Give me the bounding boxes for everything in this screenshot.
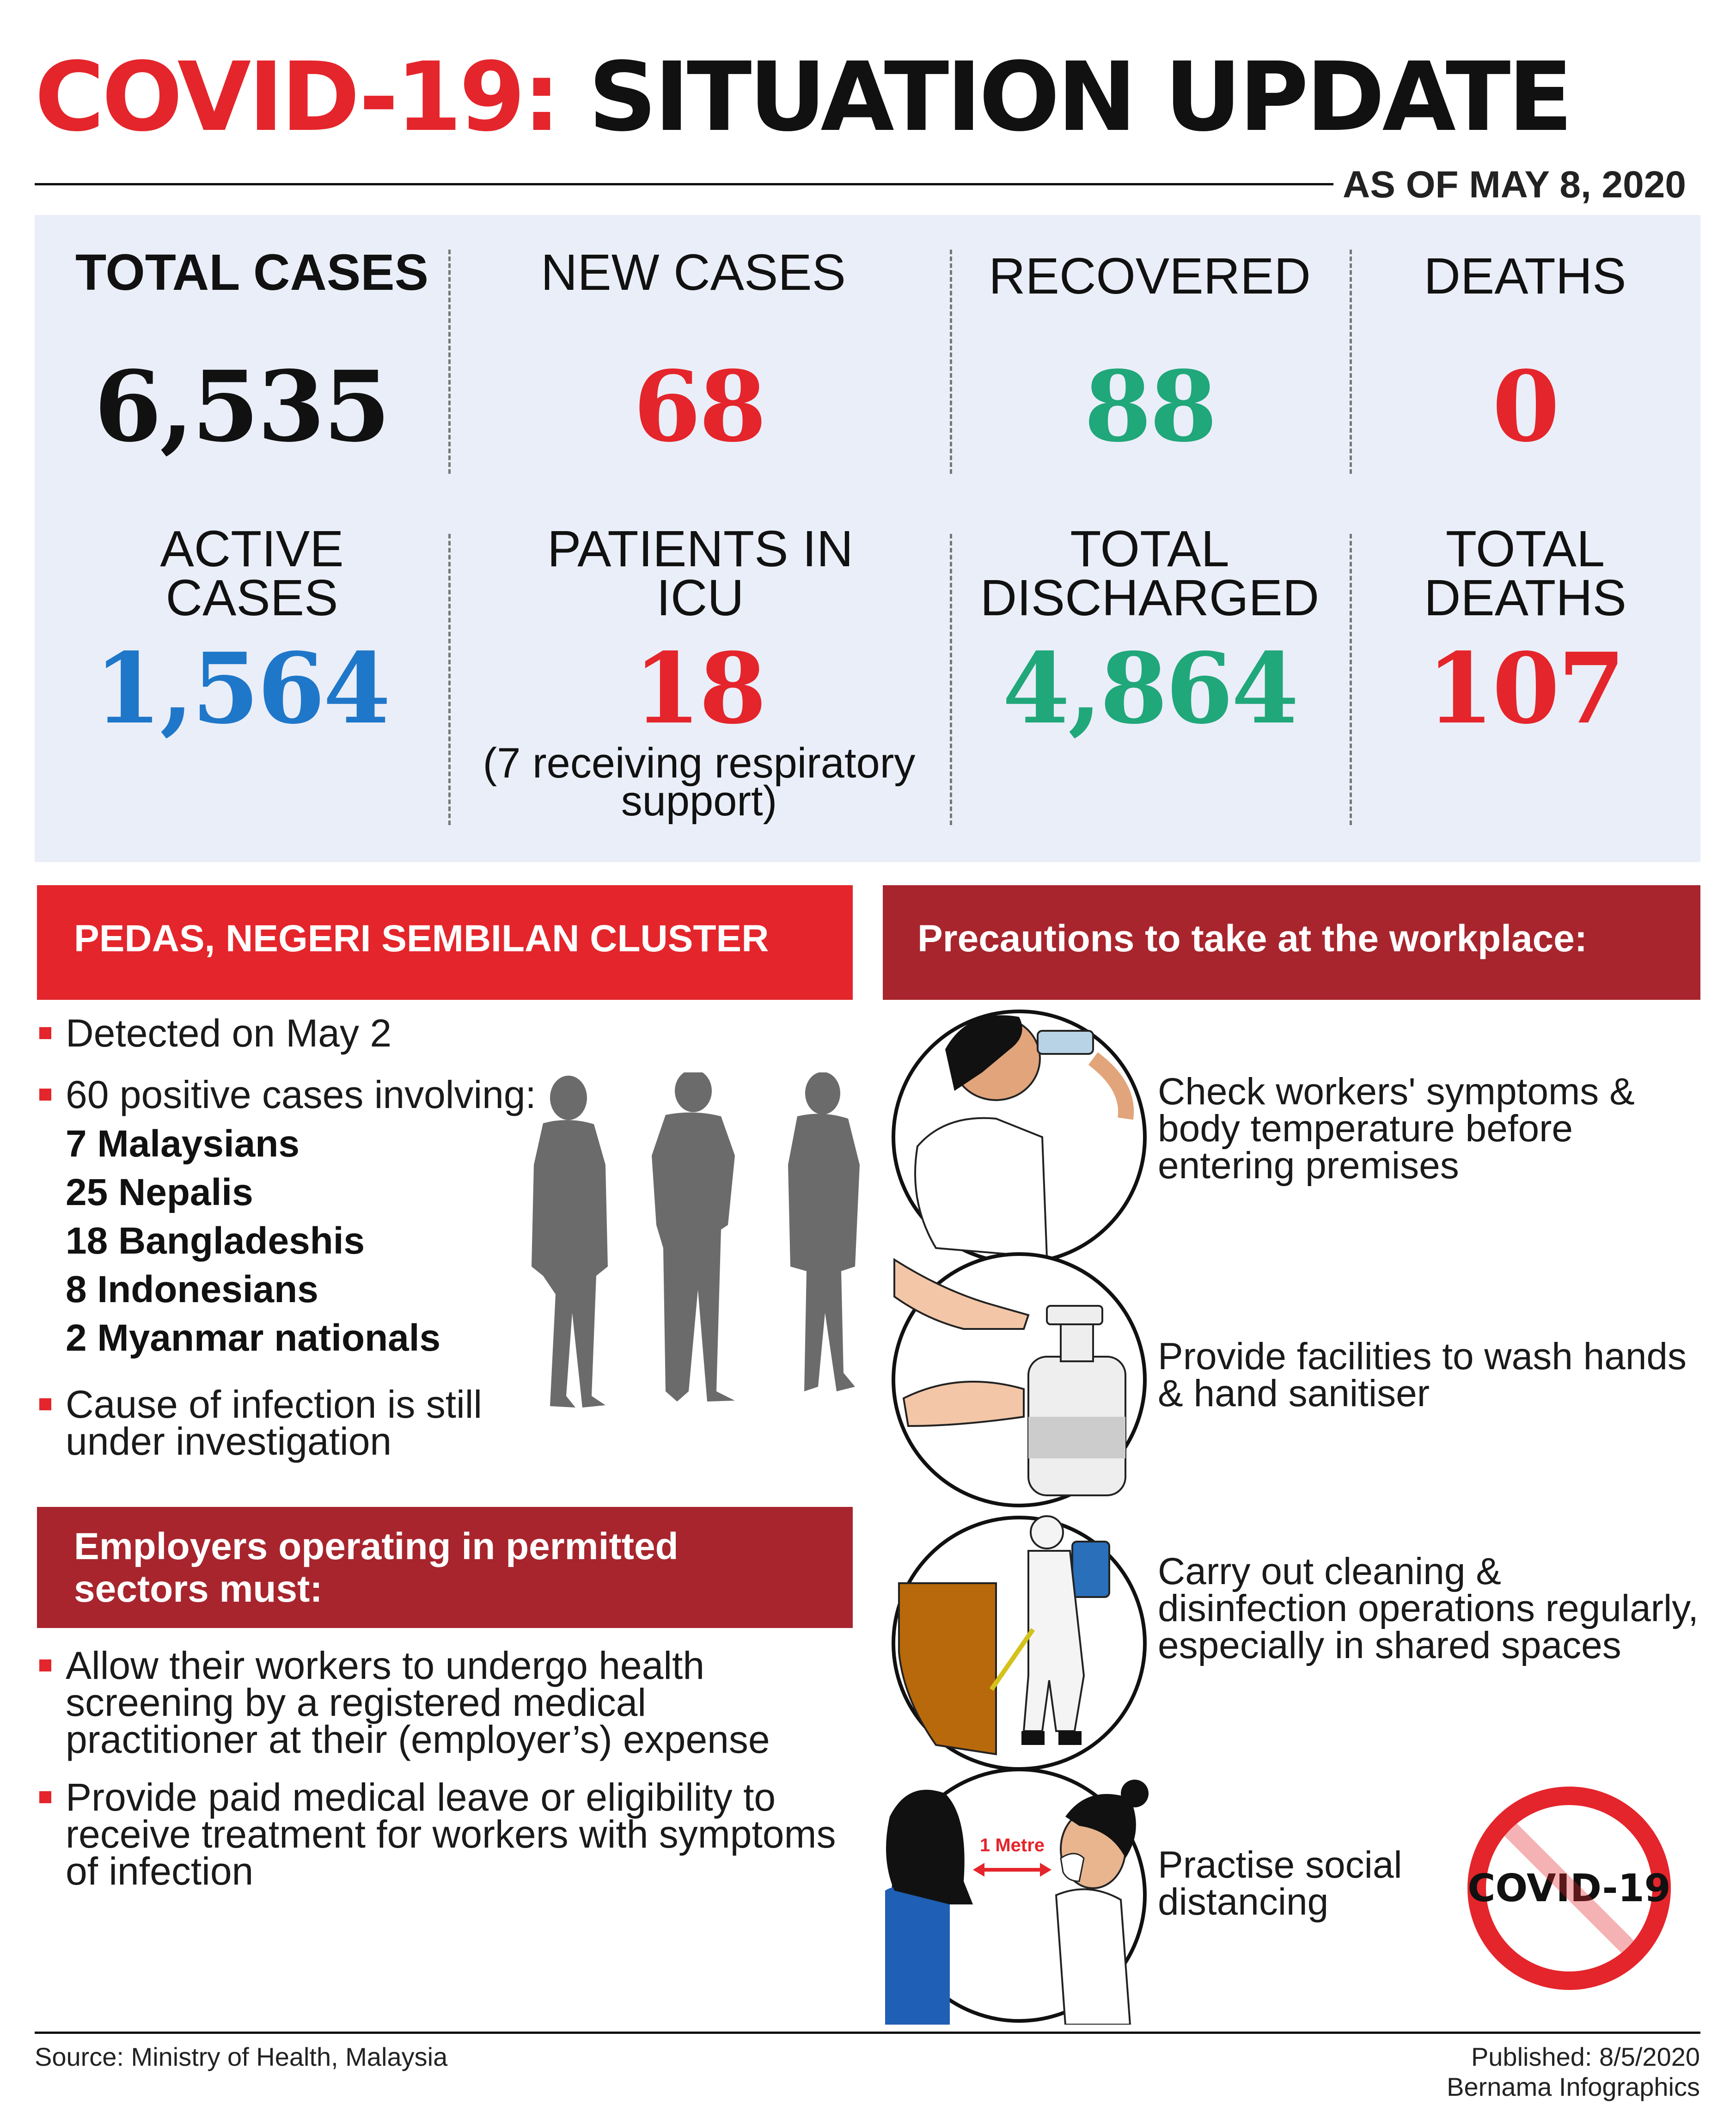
total-cases-value: 6,535 xyxy=(94,349,389,464)
stats-panel xyxy=(35,215,1700,862)
nationality-item: 8 Indonesians xyxy=(66,1268,318,1310)
active-cases-value: 1,564 xyxy=(94,631,389,746)
precaution-wash-hands: Provide facilities to wash hands & hand sanitiser xyxy=(1158,1335,1687,1414)
recovered-label: RECOVERED xyxy=(989,248,1311,305)
published-text: Published: 8/5/2020 xyxy=(1471,2042,1700,2071)
bullet xyxy=(39,1659,51,1671)
patients-icu-label: PATIENTS IN ICU xyxy=(547,520,854,626)
bullet xyxy=(39,1027,51,1039)
deaths-value: 0 xyxy=(1492,349,1558,464)
credit-text: Bernama Infographics xyxy=(1447,2072,1700,2101)
title-situation-update: SITUATION UPDATE xyxy=(588,42,1571,153)
total-cases-label: TOTAL CASES xyxy=(75,244,428,301)
active-cases-label: ACTIVE CASES xyxy=(160,520,344,626)
icu-note: (7 receiving respiratory support) xyxy=(483,740,916,825)
bullet xyxy=(39,1089,51,1101)
no-covid-sign-icon xyxy=(1463,1782,1675,1995)
precaution-check-symptoms: Check workers' symptoms & body temperature before entering premises xyxy=(1158,1071,1635,1187)
total-discharged-value: 4,864 xyxy=(1002,631,1297,746)
nationality-item: 25 Nepalis xyxy=(66,1171,253,1213)
as-of-date: AS OF MAY 8, 2020 xyxy=(1343,164,1686,206)
recovered-value: 88 xyxy=(1084,349,1216,464)
total-discharged-label: TOTAL DISCHARGED xyxy=(980,520,1320,626)
nationality-item: 7 Malaysians xyxy=(66,1123,300,1165)
nationality-item: 2 Myanmar nationals xyxy=(66,1317,441,1359)
distance-label: 1 Metre xyxy=(979,1835,1045,1855)
precaution-social-distancing: Practise social distancing xyxy=(1158,1844,1402,1923)
hand-sanitiser-icon xyxy=(890,1250,1149,1509)
disinfection-icon xyxy=(890,1514,1149,1773)
source-text: Source: Ministry of Health, Malaysia xyxy=(35,2042,448,2071)
total-deaths-label: TOTAL DEATHS xyxy=(1424,520,1626,626)
cluster-positive-cases: 60 positive cases involving: xyxy=(66,1073,536,1116)
cluster-detected: Detected on May 2 xyxy=(66,1011,392,1055)
cluster-heading: PEDAS, NEGERI SEMBILAN CLUSTER xyxy=(37,885,853,1000)
deaths-label: DEATHS xyxy=(1424,248,1626,305)
new-cases-value: 68 xyxy=(633,349,765,464)
page-title xyxy=(35,28,1570,166)
no-covid-sign-text: COVID-19 xyxy=(1467,1867,1671,1910)
employers-item-screening: Allow their workers to undergo health screening by a registered medical practitioner at their (employer’s) expense xyxy=(66,1644,770,1761)
header-divider xyxy=(35,183,1333,185)
employers-heading: Employers operating in permitted sectors must: xyxy=(37,1507,853,1628)
precautions-heading: Precautions to take at the workplace: xyxy=(883,885,1700,1000)
temperature-check-icon xyxy=(890,1008,1149,1267)
patients-icu-value: 18 xyxy=(633,631,765,746)
bullet xyxy=(39,1398,51,1410)
employers-item-medical-leave: Provide paid medical leave or eligibility to receive treatment for workers with symptoms of infection xyxy=(66,1775,836,1893)
new-cases-label: NEW CASES xyxy=(540,244,846,301)
bullet xyxy=(39,1791,51,1803)
total-deaths-value: 107 xyxy=(1426,631,1624,746)
nationality-item: 18 Bangladeshis xyxy=(66,1220,365,1262)
footer-divider xyxy=(35,2032,1700,2034)
title-covid: COVID-19: xyxy=(35,42,558,153)
workers-silhouette-icon xyxy=(518,1072,878,1424)
social-distancing-icon xyxy=(880,1766,1158,2025)
precaution-cleaning: Carry out cleaning & disinfection operations regularly, especially in shared spaces xyxy=(1158,1550,1699,1666)
cluster-cause: Cause of infection is still under investigation xyxy=(66,1383,483,1463)
